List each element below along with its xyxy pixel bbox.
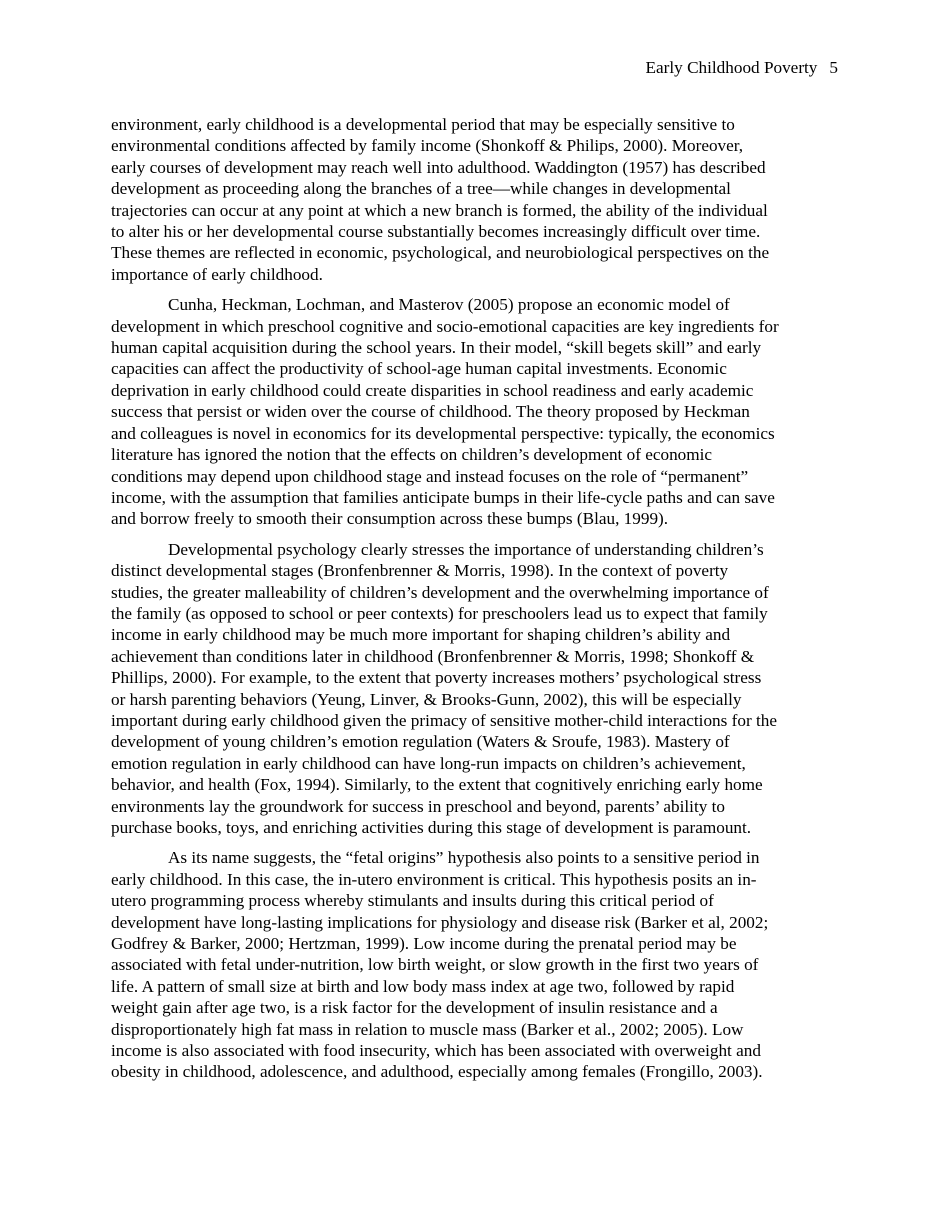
text-line: behavior, and health (Fox, 1994). Similarly, to the extent that cognitively enriching early home xyxy=(111,775,763,795)
body-text xyxy=(111,114,839,1092)
text-line: development in which preschool cognitive and socio-emotional capacities are key ingredients for xyxy=(111,316,779,336)
text-line: achievement than conditions later in childhood (Bronfenbrenner & Morris, 1998; Shonkoff & xyxy=(111,646,755,666)
paragraph xyxy=(111,114,839,285)
text-line: development of young children’s emotion regulation (Waters & Sroufe, 1983). Mastery of xyxy=(111,732,730,752)
text-line: development have long-lasting implications for physiology and disease risk (Barker et al, 2002; xyxy=(111,912,769,932)
text-line: success that persist or widen over the course of childhood. The theory proposed by Heckman xyxy=(111,402,750,422)
text-line: early courses of development may reach well into adulthood. Waddington (1957) has described xyxy=(111,157,766,177)
paragraph xyxy=(111,847,839,1082)
paragraph xyxy=(111,539,839,839)
text-line: important during early childhood given the primacy of sensitive mother-child interactions for the xyxy=(111,710,777,730)
text-line: life. A pattern of small size at birth and low body mass index at age two, followed by rapid xyxy=(111,976,735,996)
running-header xyxy=(646,57,838,78)
text-line: to alter his or her developmental course substantially becomes increasingly difficult over time. xyxy=(111,222,761,242)
running-title: Early Childhood Poverty xyxy=(645,58,818,77)
text-line: trajectories can occur at any point at which a new branch is formed, the ability of the individual xyxy=(111,200,768,220)
paragraph xyxy=(111,294,839,529)
text-line: and colleagues is novel in economics for its developmental perspective: typically, the economics xyxy=(111,423,775,443)
text-line: human capital acquisition during the school years. In their model, “skill begets skill” and early xyxy=(111,338,762,358)
text-line: income in early childhood may be much more important for shaping children’s ability and xyxy=(111,625,731,645)
text-line: the family (as opposed to school or peer contexts) for preschoolers lead us to expect that family xyxy=(111,603,768,623)
text-line: environment, early childhood is a developmental period that may be especially sensitive to xyxy=(111,115,735,134)
text-line: conditions may depend upon childhood stage and instead focuses on the role of “permanent” xyxy=(111,466,749,486)
text-line: importance of early childhood. xyxy=(111,264,323,284)
text-line: deprivation in early childhood could create disparities in school readiness and early academic xyxy=(111,380,754,400)
text-line: disproportionately high fat mass in relation to muscle mass (Barker et al., 2002; 2005). Low xyxy=(111,1019,744,1039)
text-line: As its name suggests, the “fetal origins” hypothesis also points to a sensitive period in xyxy=(168,848,760,868)
text-line: Cunha, Heckman, Lochman, and Masterov (2005) propose an economic model of xyxy=(168,295,730,315)
text-line: environments lay the groundwork for success in preschool and beyond, parents’ ability to xyxy=(111,796,725,816)
text-line: Godfrey & Barker, 2000; Hertzman, 1999). Low income during the prenatal period may be xyxy=(111,934,737,954)
text-line: income, with the assumption that families anticipate bumps in their life-cycle paths and can save xyxy=(111,487,775,507)
text-line: income is also associated with food insecurity, which has been associated with overweight and xyxy=(111,1041,761,1061)
text-line: literature has ignored the notion that the effects on children’s development of economic xyxy=(111,445,713,465)
text-line: development as proceeding along the branches of a tree—while changes in developmental xyxy=(111,179,731,199)
text-line: Phillips, 2000). For example, to the extent that poverty increases mothers’ psychological stress xyxy=(111,668,762,688)
text-line: purchase books, toys, and enriching activities during this stage of development is paramount. xyxy=(111,818,752,837)
text-line: obesity in childhood, adolescence, and adulthood, especially among females (Frongillo, 2003). xyxy=(111,1062,763,1082)
text-line: associated with fetal under-nutrition, low birth weight, or slow growth in the first two years of xyxy=(111,955,759,975)
text-line: and borrow freely to smooth their consumption across these bumps (Blau, 1999). xyxy=(111,509,669,529)
page-number: 5 xyxy=(829,58,838,77)
text-line: or harsh parenting behaviors (Yeung, Linver, & Brooks-Gunn, 2002), this will be especially xyxy=(111,689,742,709)
text-line: These themes are reflected in economic, psychological, and neurobiological perspectives on the xyxy=(111,243,770,263)
text-line: utero programming process whereby stimulants and insults during this critical period of xyxy=(111,891,714,911)
text-line: early childhood. In this case, the in-utero environment is critical. This hypothesis posits an in- xyxy=(111,869,757,889)
text-line: Developmental psychology clearly stresses the importance of understanding children’s xyxy=(168,539,764,559)
text-line: distinct developmental stages (Bronfenbrenner & Morris, 1998). In the context of poverty xyxy=(111,561,729,581)
text-line: capacities can affect the productivity of school-age human capital investments. Economic xyxy=(111,359,727,379)
text-line: studies, the greater malleability of children’s development and the overwhelming importance of xyxy=(111,582,769,602)
text-line: environmental conditions affected by family income (Shonkoff & Philips, 2000). Moreover, xyxy=(111,136,744,156)
text-line: emotion regulation in early childhood can have long-run impacts on children’s achievement, xyxy=(111,753,746,773)
text-line: weight gain after age two, is a risk factor for the development of insulin resistance and a xyxy=(111,998,718,1018)
